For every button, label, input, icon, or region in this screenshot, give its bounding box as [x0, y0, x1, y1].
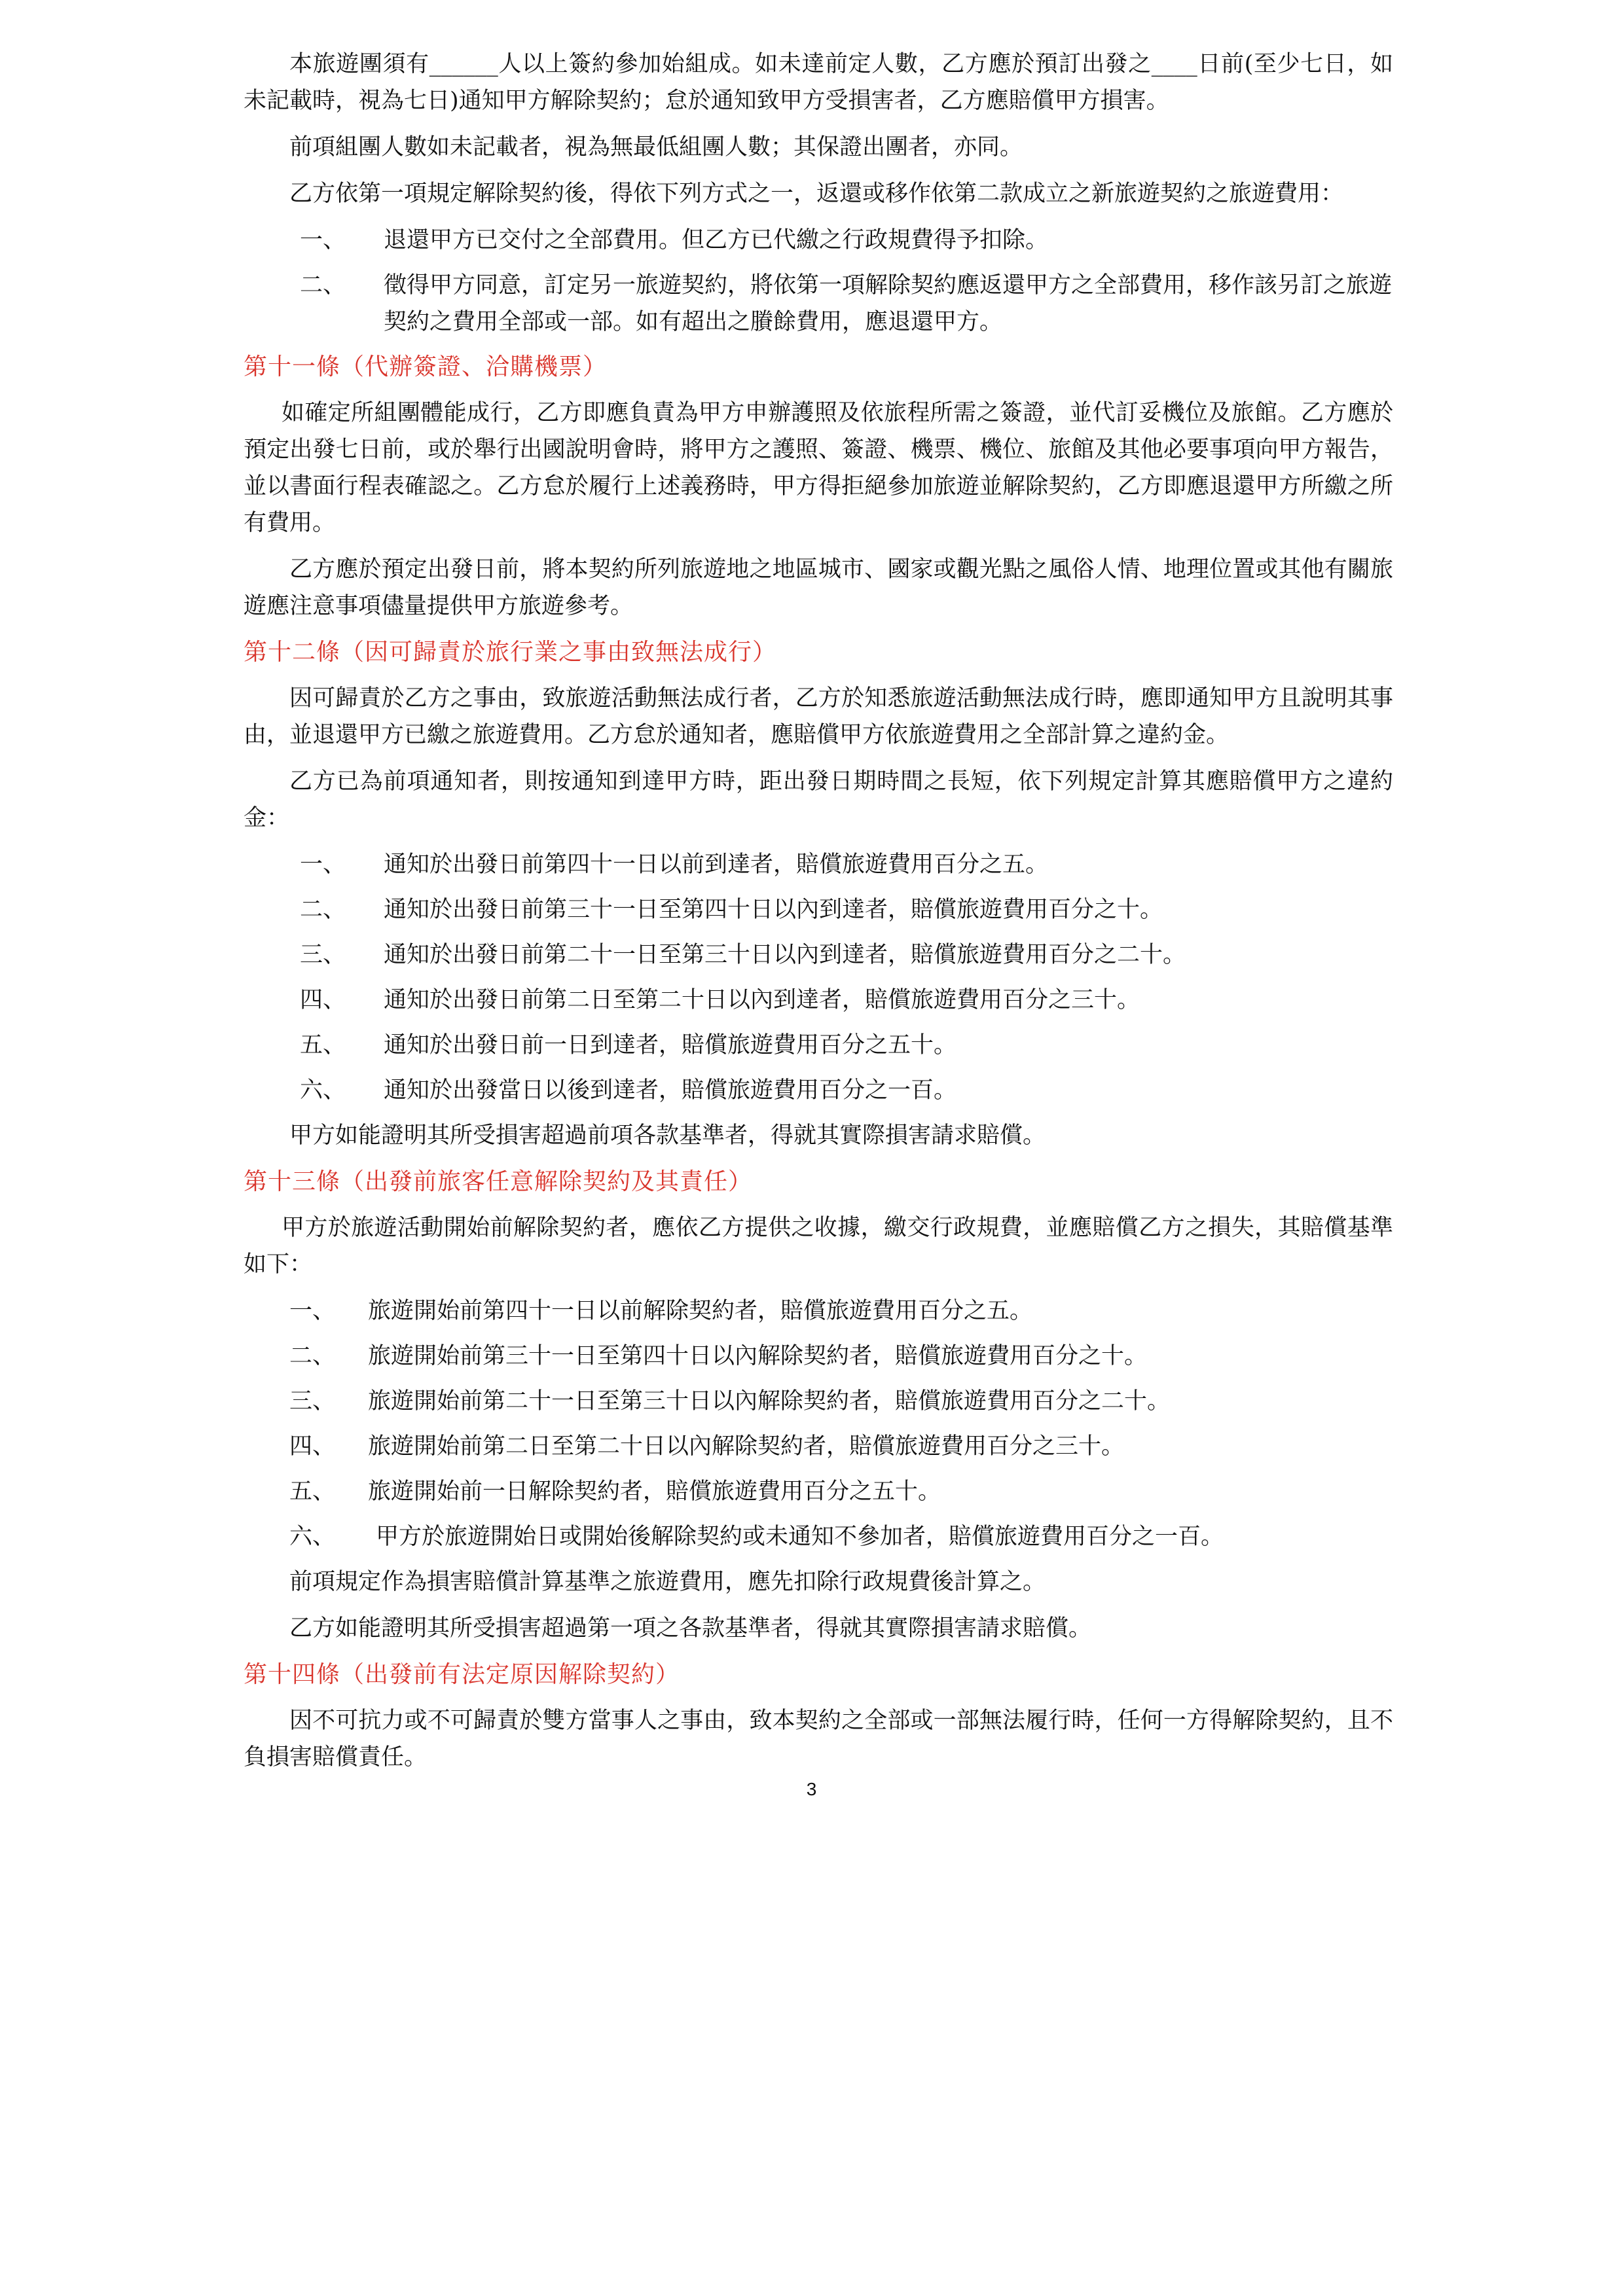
list-number: 四、: [300, 987, 346, 1013]
paragraph: 前項組團人數如未記載者，視為無最低組團人數；其保證出團者，亦同。: [289, 134, 1023, 160]
article-11-heading: 第十一條（代辦簽證、洽購機票）: [244, 353, 608, 380]
list-item: [244, 1027, 1393, 1064]
paragraph: 乙方應於預定出發日前，將本契約所列旅遊地之地區城市、國家或觀光點之風俗人情、地理位置或其他有關旅遊應注意事項儘量提供甲方旅遊參考。: [244, 556, 1393, 619]
paragraph: 因可歸責於乙方之事由，致旅遊活動無法成行者，乙方於知悉旅遊活動無法成行時，應即通知甲方且說明其事由，並退還甲方已繳之旅遊費用。乙方怠於通知者，應賠償甲方依旅遊費用之全部計算之違約金。: [244, 685, 1393, 748]
list-text: 通知於出發日前第三十一日至第四十日以內到達者，賠償旅遊費用百分之十。: [384, 897, 1163, 923]
paragraph: 甲方於旅遊活動開始前解除契約者，應依乙方提供之收據，繳交行政規費，並應賠償乙方之損失，其賠償基準如下：: [244, 1215, 1393, 1278]
list-number: 二、: [300, 897, 346, 923]
list-text: 通知於出發日前第四十一日以前到達者，賠償旅遊費用百分之五。: [384, 852, 1049, 878]
list-item: [244, 1072, 1393, 1109]
list-item: [244, 267, 1393, 340]
list-number: 一、: [300, 227, 346, 253]
list-text: 甲方於旅遊開始日或開始後解除契約或未通知不參加者，賠償旅遊費用百分之一百。: [376, 1524, 1224, 1550]
list-item: [244, 937, 1393, 973]
list-item: [244, 1428, 1393, 1465]
list-number: 四、: [289, 1433, 336, 1460]
paragraph: 乙方如能證明其所受損害超過第一項之各款基準者，得就其實際損害請求賠償。: [289, 1615, 1092, 1641]
list-number: 六、: [289, 1524, 336, 1550]
list-text: 通知於出發當日以後到達者，賠償旅遊費用百分之一百。: [384, 1077, 957, 1103]
list-text: 通知於出發日前一日到達者，賠償旅遊費用百分之五十。: [384, 1032, 957, 1058]
list-text: 旅遊開始前第三十一日至第四十日以內解除契約者，賠償旅遊費用百分之十。: [368, 1343, 1148, 1369]
list-number: 二、: [300, 272, 346, 298]
list-text: 旅遊開始前第四十一日以前解除契約者，賠償旅遊費用百分之五。: [368, 1298, 1033, 1324]
list-text: 旅遊開始前第二日至第二十日以內解除契約者，賠償旅遊費用百分之三十。: [368, 1433, 1125, 1460]
list-item: [244, 1518, 1393, 1555]
list-item: [244, 222, 1393, 259]
list-item: [244, 1383, 1393, 1420]
list-number: 三、: [300, 942, 346, 968]
paragraph: 乙方依第一項規定解除契約後，得依下列方式之一，返還或移作依第二款成立之新旅遊契約之旅遊費用：: [289, 181, 1344, 207]
list-number: 一、: [300, 852, 346, 878]
list-number: 二、: [289, 1343, 336, 1369]
paragraph: 乙方已為前項通知者，則按通知到達甲方時，距出發日期時間之長短，依下列規定計算其應賠償甲方之違約金：: [244, 768, 1393, 831]
article-14-heading: 第十四條（出發前有法定原因解除契約）: [244, 1661, 680, 1688]
article-12-heading: 第十二條（因可歸責於旅行業之事由致無法成行）: [244, 639, 777, 666]
list-number: 三、: [289, 1388, 336, 1414]
list-text: 通知於出發日前第二日至第二十日以內到達者，賠償旅遊費用百分之三十。: [384, 987, 1140, 1013]
list-item: [244, 891, 1393, 928]
list-item: [244, 1338, 1393, 1374]
compensation-list: [244, 1293, 1393, 1555]
document-page: [244, 46, 1393, 1785]
list-item: [244, 1473, 1393, 1510]
list-item: [244, 982, 1393, 1018]
page-number: 3: [806, 1779, 817, 1799]
list-item: [244, 846, 1393, 883]
list-text: 旅遊開始前第二十一日至第三十日以內解除契約者，賠償旅遊費用百分之二十。: [368, 1388, 1171, 1414]
list-text: 通知於出發日前第二十一日至第三十日以內到達者，賠償旅遊費用百分之二十。: [384, 942, 1186, 968]
list-number: 一、: [289, 1298, 336, 1324]
paragraph: 前項規定作為損害賠償計算基準之旅遊費用，應先扣除行政規費後計算之。: [289, 1569, 1046, 1595]
paragraph: 甲方如能證明其所受損害超過前項各款基準者，得就其實際損害請求賠償。: [289, 1122, 1046, 1149]
paragraph: 如確定所組團體能成行，乙方即應負責為甲方申辦護照及依旅程所需之簽證，並代訂妥機位及旅館。乙方應於預定出發七日前，或於舉行出國說明會時，將甲方之護照、簽證、機票、機位、旅館及其他必要事項向甲方報告，並以書面行程表確認之。乙方怠於履行上述義務時，甲方得拒絕參加旅遊並解除契約，乙方即應退還甲方所繳之所有費用。: [244, 400, 1393, 536]
list-number: 六、: [300, 1077, 346, 1103]
paragraph: 本旅遊團須有______人以上簽約參加始組成。如未達前定人數，乙方應於預訂出發之____日前(至少七日，如未記載時，視為七日)通知甲方解除契約；怠於通知致甲方受損害者，乙方應賠償甲方損害。: [244, 51, 1393, 114]
list-number: 五、: [300, 1032, 346, 1058]
penalty-list: [244, 846, 1393, 1109]
list-text: 旅遊開始前一日解除契約者，賠償旅遊費用百分之五十。: [368, 1479, 941, 1505]
list-item: [244, 1293, 1393, 1329]
article-13-heading: 第十三條（出發前旅客任意解除契約及其責任）: [244, 1168, 753, 1195]
list-text: 徵得甲方同意，訂定另一旅遊契約，將依第一項解除契約應返還甲方之全部費用，移作該另訂之旅遊契約之費用全部或一部。如有超出之賸餘費用，應退還甲方。: [384, 272, 1393, 335]
paragraph: 因不可抗力或不可歸責於雙方當事人之事由，致本契約之全部或一部無法履行時，任何一方得解除契約，且不負損害賠償責任。: [244, 1708, 1393, 1770]
option-list: [244, 222, 1393, 340]
list-text: 退還甲方已交付之全部費用。但乙方已代繳之行政規費得予扣除。: [384, 227, 1049, 253]
list-number: 五、: [289, 1479, 336, 1505]
